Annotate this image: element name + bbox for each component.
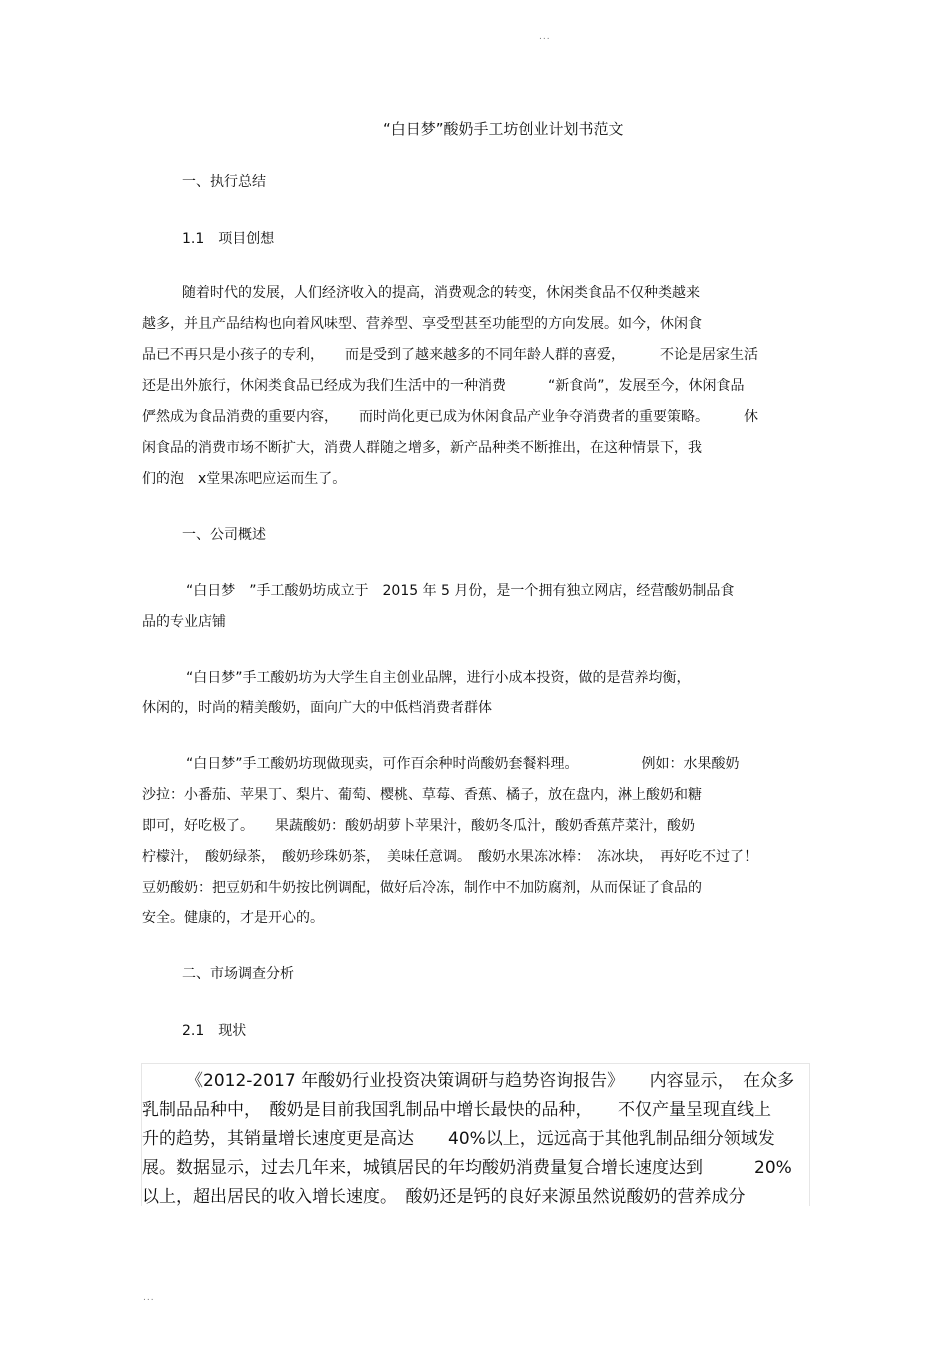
paragraph-line: 沙拉：小番茄、苹果丁、梨片、葡萄、樱桃、草莓、香蕉、橘子，放在盘内，淋上酸奶和糖 [142,787,702,803]
footer-marker: ... [143,1293,155,1303]
paragraph-line: 柠檬汁， 酸奶绿茶， 酸奶珍珠奶茶， 美味任意调。 酸奶水果冻冰棒： 冻冰块， 再好吃不过了！ [142,849,758,865]
paragraph-line: 闲食品的消费市场不断扩大，消费人群随之增多，新产品种类不断推出，在这种情景下，我 [142,440,702,456]
paragraph-line: 品的专业店铺 [142,614,226,630]
paragraph-line: “白日梦”手工酸奶坊为大学生自主创业品牌，进行小成本投资，做的是营养均衡， [186,670,691,686]
section-heading-company-overview: 一、公司概述 [182,527,266,543]
paragraph-line: 以上，超出居民的收入增长速度。 酸奶还是钙的良好来源虽然说酸奶的营养成分 [142,1187,746,1207]
paragraph-line: 还是出外旅行，休闲类食品已经成为我们生活中的一种消费 “新食尚”，发展至今，休闲食品 [142,378,745,394]
subsection-heading-status: 2.1 现状 [182,1023,247,1039]
section-heading-executive-summary: 一、执行总结 [182,174,266,190]
subsection-heading-project-idea: 1.1 项目创想 [182,231,275,247]
paragraph-line: “白日梦 ”手工酸奶坊成立于 2015 年 5 月份，是一个拥有独立网店，经营酸奶制品食 [186,583,735,599]
document-title: “白日梦”酸奶手工坊创业计划书范文 [383,120,624,138]
paragraph-line: 随着时代的发展，人们经济收入的提高，消费观念的转变，休闲类食品不仅种类越来 [182,285,700,301]
paragraph-line: 品已不再只是小孩子的专利， 而是受到了越来越多的不同年龄人群的喜爱， 不论是居家生活 [142,347,758,363]
paragraph-line: 升的趋势，其销量增长速度更是高达 40%以上，远远高于其他乳制品细分领域发 [142,1129,775,1149]
paragraph-line: 们的泡 x堂果冻吧应运而生了。 [142,471,347,487]
paragraph-line: 豆奶酸奶：把豆奶和牛奶按比例调配，做好后冷冻，制作中不加防腐剂，从而保证了食品的 [142,880,702,896]
paragraph-line: 俨然成为食品消费的重要内容， 而时尚化更已成为休闲食品产业争夺消费者的重要策略。 休 [142,409,758,425]
paragraph-line: 安全。健康的，才是开心的。 [142,910,324,926]
paragraph-line: 《2012-2017 年酸奶行业投资决策调研与趋势咨询报告》 内容显示， 在众多 [186,1071,795,1091]
paragraph-line: “白日梦”手工酸奶坊现做现卖，可作百余种时尚酸奶套餐料理。 例如：水果酸奶 [186,756,740,772]
header-marker: ... [539,32,551,42]
paragraph-line: 即可，好吃极了。 果蔬酸奶：酸奶胡萝卜苹果汁，酸奶冬瓜汁，酸奶香蕉芹菜汁，酸奶 [142,818,695,834]
paragraph-line: 越多，并且产品结构也向着风味型、营养型、享受型甚至功能型的方向发展。如今，休闲食 [142,316,702,332]
paragraph-line: 乳制品品种中， 酸奶是目前我国乳制品中增长最快的品种， 不仅产量呈现直线上 [142,1100,771,1120]
paragraph-line: 展。数据显示，过去几年来，城镇居民的年均酸奶消费量复合增长速度达到 20% [142,1158,792,1178]
section-heading-market-analysis: 二、市场调查分析 [182,966,294,982]
paragraph-line: 休闲的，时尚的精美酸奶，面向广大的中低档消费者群体 [142,700,492,716]
